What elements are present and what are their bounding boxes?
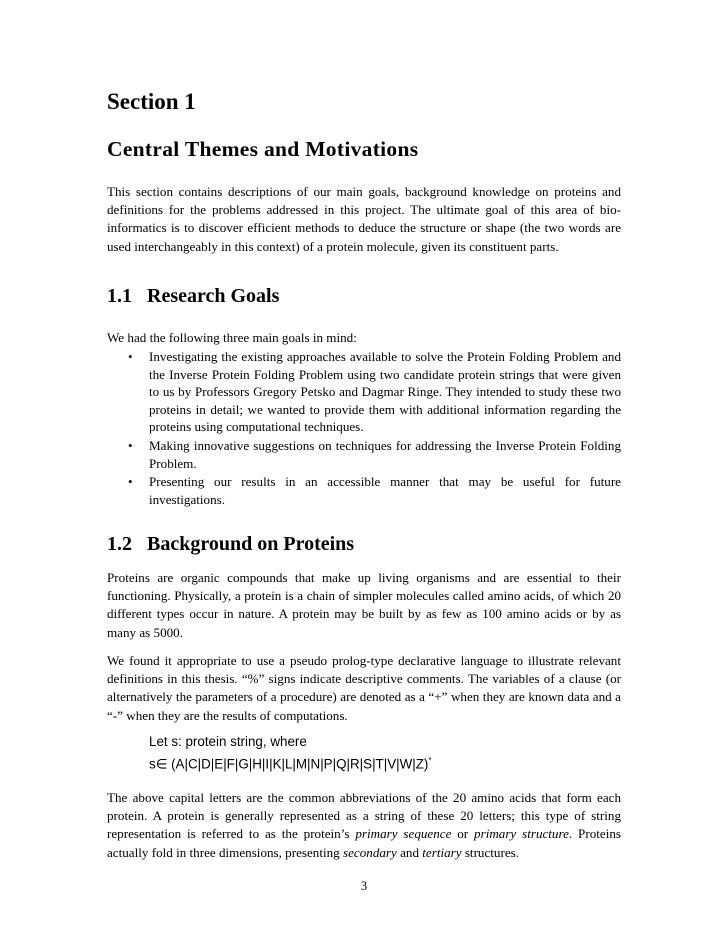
chapter-title: Central Themes and Motivations xyxy=(107,137,419,161)
element-of-symbol: s∈ xyxy=(149,756,172,772)
list-item-text: Presenting our results in an accessible manner that may be useful for future investigations. xyxy=(149,474,621,507)
background-paragraph-3 xyxy=(107,789,621,862)
research-goals-list xyxy=(107,348,621,509)
background-number: 1.2 xyxy=(107,533,132,555)
primary-sequence-term: primary sequence xyxy=(355,826,452,842)
para3-text-c: . Proteins actually fold in three dimensions, presenting xyxy=(107,826,621,860)
kleene-star: * xyxy=(428,756,432,765)
list-item-text: Making innovative suggestions on techniques for addressing the Inverse Protein Folding Problem. xyxy=(149,437,621,471)
background-title: Background on Proteins xyxy=(147,533,355,555)
para3-text-e: structures. xyxy=(461,844,520,860)
bullet-icon: • xyxy=(128,437,133,453)
research-goals-lead: We had the following three main goals in mind: xyxy=(107,330,357,345)
para3-text-b: or xyxy=(451,826,475,842)
para3-text-a: The above capital letters are the common abbreviations of the 20 amino acids that form each protein. A protein is generally represented as a string of these 20 letters; this type of string representation is referred to as the protein’s xyxy=(107,790,621,842)
intro-paragraph: This section contains descriptions of our main goals, background knowledge on proteins and definitions for the problems addressed in this project. The ultimate goal of this area of bio-informatics is to discover efficient methods to deduce the structure or shape (the two words are used interchangeably in this context) of a protein molecule, given its constituent parts. xyxy=(107,184,621,254)
list-item xyxy=(107,348,621,436)
secondary-term: secondary xyxy=(343,844,397,860)
primary-structure-term: primary structure xyxy=(474,826,569,842)
list-item-text: Investigating the existing approaches available to solve the Protein Folding Problem and the Inverse Protein Folding Problem using two candidate protein strings that were given to us by Professors Gregory Petsko and Dagmar Ringe. They intended to study these two proteins in detail; we wanted to provide them with additional information regarding the proteins using computational techniques. xyxy=(149,349,621,435)
background-paragraph-1: Proteins are organic compounds that make up living organisms and are essential to their functioning. Physically, a protein is a chain of simpler molecules called amino acids, of which 20 different types occur in nature. A protein may be built by as few as 100 amino acids or by as many as 5000. xyxy=(107,570,621,640)
research-goals-number: 1.1 xyxy=(107,285,132,307)
bullet-icon: • xyxy=(128,349,133,364)
tertiary-term: tertiary xyxy=(422,844,462,860)
background-paragraph-2: We found it appropriate to use a pseudo prolog-type declarative language to illustrate relevant definitions in this thesis. “%” signs indicate descriptive comments. The variables of a clause (or alternatively the parameters of a procedure) are denoted as a “+” when they are known data and a “-” when they are the results of computations. xyxy=(107,653,621,723)
section-heading: Section 1 xyxy=(107,89,196,114)
background-heading xyxy=(107,532,354,556)
page-number: 3 xyxy=(360,879,368,893)
research-goals-heading xyxy=(107,284,279,308)
amino-acid-set: (A|C|D|E|F|G|H|I|K|L|M|N|P|Q|R|S|T|V|W|Z) xyxy=(171,756,429,772)
code-line-1: Let s: protein string, where xyxy=(149,734,307,749)
para3-text-d: and xyxy=(396,844,423,860)
code-line-2 xyxy=(149,751,432,774)
list-item xyxy=(107,437,621,472)
bullet-icon: • xyxy=(128,474,133,490)
research-goals-title: Research Goals xyxy=(147,285,280,307)
list-item xyxy=(107,473,621,508)
